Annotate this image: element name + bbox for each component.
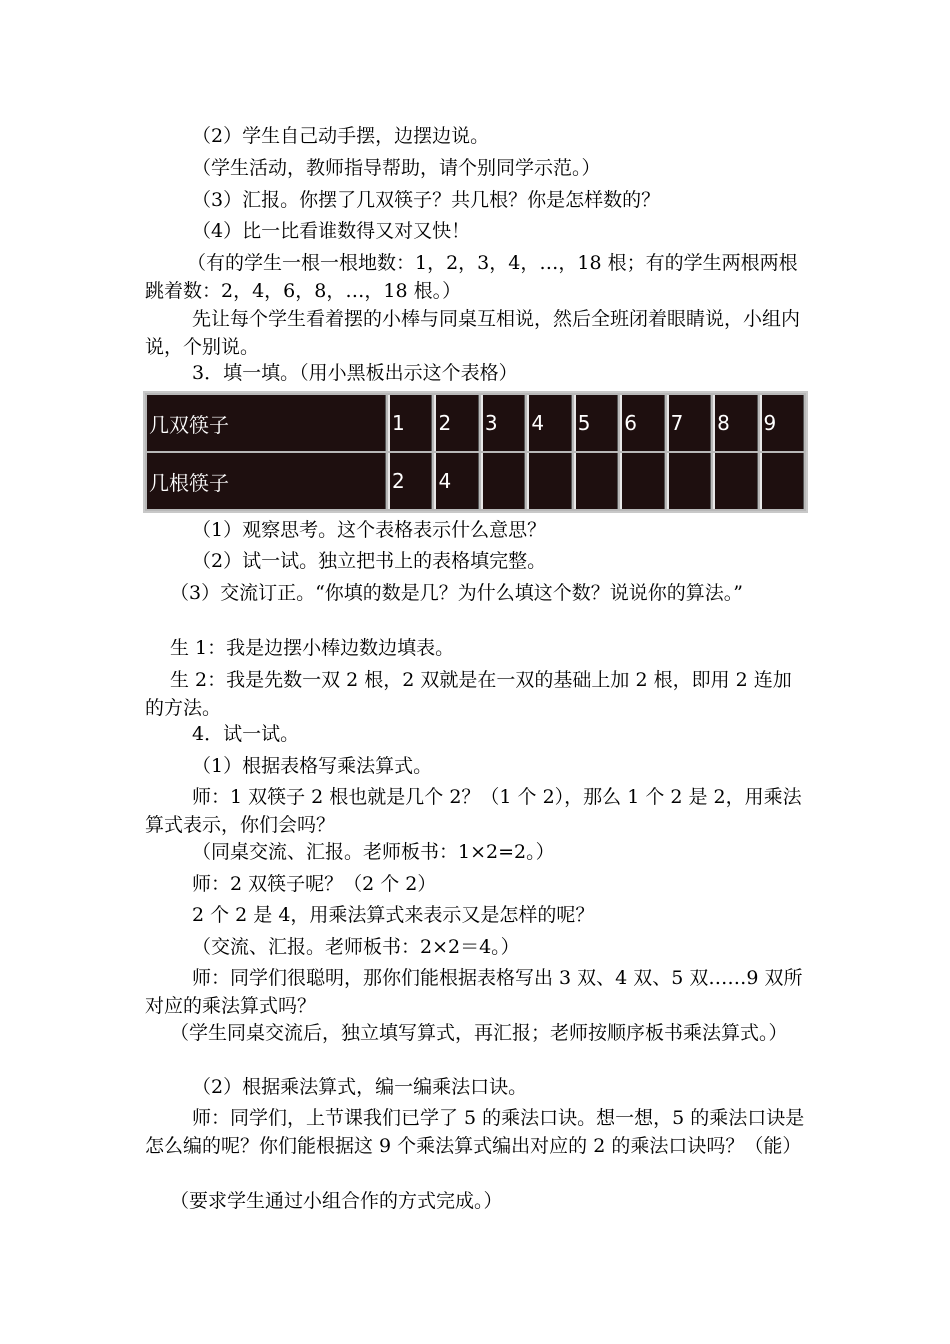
section-heading: 4．试一试。 (192, 723, 300, 745)
paragraph: （2）根据乘法算式，编一编乘法口诀。 (192, 1076, 528, 1098)
paragraph: （要求学生通过小组合作的方式完成。） (170, 1190, 503, 1212)
table-cell (574, 453, 618, 509)
table-cell: 9 (760, 395, 805, 451)
row-header-sticks: 几根筷子 (147, 453, 386, 509)
paragraph: （学生同桌交流后，独立填写算式，再汇报；老师按顺序板书乘法算式。） (170, 1022, 788, 1044)
table-cell: 7 (667, 395, 711, 451)
paragraph: 师：同学们，上节课我们已学了 5 的乘法口诀。想一想，5 的乘法口诀是怎么编的呢？你们能根据这 9 个乘法算式编出对应的 2 的乘法口诀吗？（能） (145, 1107, 805, 1157)
table-cell: 4 (434, 453, 478, 509)
table-cell: 2 (434, 395, 478, 451)
table-cell (667, 453, 711, 509)
paragraph: 生 1：我是边摆小棒边数边填表。 (170, 637, 455, 659)
table-cell (760, 453, 805, 509)
table-cell: 5 (574, 395, 618, 451)
paragraph: （1）根据表格写乘法算式。 (192, 755, 433, 777)
paragraph: （2）试一试。独立把书上的表格填完整。 (192, 550, 547, 572)
paragraph: （同桌交流、汇报。老师板书：1×2=2。） (192, 841, 555, 863)
table-cell (527, 453, 571, 509)
row-header-pairs: 几双筷子 (147, 395, 386, 451)
table-cell (481, 453, 525, 509)
paragraph: （有的学生一根一根地数：1，2，3，4，…，18 根；有的学生两根两根跳着数：2，4，6，8，…，18 根。） (145, 252, 798, 302)
paragraph: （3）交流订正。“你填的数是几？为什么填这个数？说说你的算法。” (170, 582, 744, 604)
table-row (147, 395, 804, 451)
table-cell: 8 (713, 395, 757, 451)
paragraph: （4）比一比看谁数得又对又快！ (192, 220, 471, 242)
table-cell: 1 (388, 395, 432, 451)
paragraph: 先让每个学生看着摆的小棒与同桌互相说，然后全班闭着眼睛说，小组内说，个别说。 (145, 308, 801, 358)
paragraph: （2）学生自己动手摆，边摆边说。 (192, 125, 490, 147)
table-cell (620, 453, 664, 509)
paragraph: 生 2：我是先数一双 2 根，2 双就是在一双的基础上加 2 根，即用 2 连加的方法。 (145, 669, 792, 719)
paragraph: 师：2 双筷子呢？（2 个 2） (192, 873, 437, 895)
table-cell (713, 453, 757, 509)
paragraph: （交流、汇报。老师板书：2×2＝4。） (192, 936, 520, 958)
table-cell: 6 (620, 395, 664, 451)
paragraph: 师：同学们很聪明，那你们能根据表格写出 3 双、4 双、5 双……9 双所对应的乘法算式吗？ (145, 967, 803, 1017)
table-cell: 3 (481, 395, 525, 451)
paragraph: 师：1 双筷子 2 根也就是几个 2？（1 个 2），那么 1 个 2 是 2，用乘法算式表示，你们会吗？ (145, 786, 802, 836)
paragraph: 2 个 2 是 4，用乘法算式来表示又是怎样的呢？ (192, 904, 595, 926)
table-cell: 2 (388, 453, 432, 509)
chopsticks-table (143, 391, 808, 513)
section-heading: 3．填一填。（用小黑板出示这个表格） (192, 362, 518, 384)
table-cell: 4 (527, 395, 571, 451)
table-row (147, 453, 804, 509)
paragraph: （学生活动，教师指导帮助，请个别同学示范。） (192, 157, 601, 179)
paragraph: （1）观察思考。这个表格表示什么意思？ (192, 519, 547, 541)
paragraph: （3）汇报。你摆了几双筷子？共几根？你是怎样数的？ (192, 189, 661, 211)
